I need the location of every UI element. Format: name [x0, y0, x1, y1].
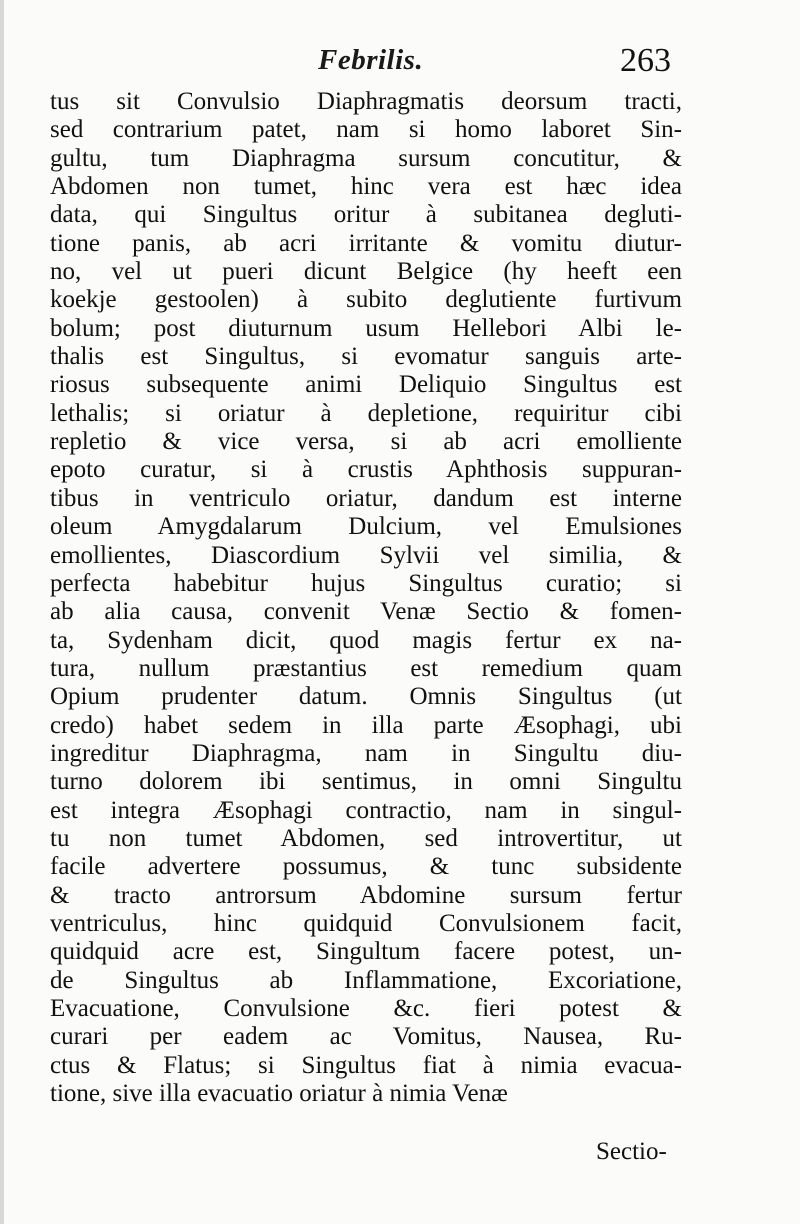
- text-line: bolum; post diuturnum usum Hellebori Albi le-: [50, 314, 682, 342]
- text-line: tura, nullum præstantius est remedium quam: [50, 654, 682, 682]
- running-title: Febrilis.: [318, 44, 424, 76]
- text-line: oleum Amygdalarum Dulcium, vel Emulsiones: [50, 513, 682, 541]
- text-line: de Singultus ab Inflammatione, Excoriatione,: [50, 966, 682, 994]
- text-line: tus sit Convulsio Diaphragmatis deorsum tracti,: [50, 88, 682, 115]
- text-line: riosus subsequente animi Deliquio Singultus est: [50, 371, 682, 399]
- text-line: ab alia causa, convenit Venæ Sectio & fomen-: [50, 598, 682, 626]
- page-edge: [0, 0, 4, 1224]
- text-line: credo) habet sedem in illa parte Æsophagi, ubi: [50, 711, 682, 739]
- text-line: emollientes, Diascordium Sylvii vel similia, &: [50, 541, 682, 569]
- text-line: perfecta habebitur hujus Singultus curatio; si: [50, 569, 682, 597]
- text-line: gultu, tum Diaphragma sursum concutitur, &: [50, 144, 682, 172]
- text-line: tione, sive illa evacuatio oriatur à nimia Venæ: [50, 1080, 508, 1108]
- catchword: Sectio-: [596, 1138, 667, 1165]
- text-line: Opium prudenter datum. Omnis Singultus (ut: [50, 683, 682, 711]
- text-line: ingreditur Diaphragma, nam in Singultu diu-: [50, 739, 682, 767]
- text-line: facile advertere possumus, & tunc subsidente: [50, 853, 682, 881]
- text-line: epoto curatur, si à crustis Aphthosis suppuran-: [50, 456, 682, 484]
- text-line: tione panis, ab acri irritante & vomitu diutur-: [50, 229, 682, 257]
- text-line: no, vel ut pueri dicunt Belgice (hy heeft een: [50, 258, 682, 286]
- text-line: & tracto antrorsum Abdomine sursum fertur: [50, 881, 682, 909]
- running-head: [0, 44, 800, 84]
- text-line: ctus & Flatus; si Singultus fiat à nimia evacua-: [50, 1051, 682, 1079]
- text-line: curari per eadem ac Vomitus, Nausea, Ru-: [50, 1023, 682, 1051]
- text-line: lethalis; si oriatur à depletione, requiritur cibi: [50, 399, 682, 427]
- text-line: thalis est Singultus, si evomatur sanguis arte-: [50, 343, 682, 371]
- text-line: Abdomen non tumet, hinc vera est hæc idea: [50, 173, 682, 201]
- text-line: turno dolorem ibi sentimus, in omni Singultu: [50, 768, 682, 796]
- body-text: [50, 88, 682, 1108]
- text-line: repletio & vice versa, si ab acri emolliente: [50, 428, 682, 456]
- text-line: data, qui Singultus oritur à subitanea degluti-: [50, 201, 682, 229]
- text-line: tu non tumet Abdomen, sed introvertitur, ut: [50, 824, 682, 852]
- text-line: ventriculus, hinc quidquid Convulsionem facit,: [50, 909, 682, 937]
- text-line: est integra Æsophagi contractio, nam in singul-: [50, 796, 682, 824]
- text-line: sed contrarium patet, nam si homo laboret Sin-: [50, 116, 682, 144]
- text-line: quidquid acre est, Singultum facere potest, un-: [50, 938, 682, 966]
- text-line: ta, Sydenham dicit, quod magis fertur ex na-: [50, 626, 682, 654]
- page-number: 263: [620, 42, 671, 79]
- text-line: koekje gestoolen) à subito deglutiente furtivum: [50, 286, 682, 314]
- text-line: tibus in ventriculo oriatur, dandum est interne: [50, 484, 682, 512]
- text-line: Evacuatione, Convulsione &c. fieri potest &: [50, 995, 682, 1022]
